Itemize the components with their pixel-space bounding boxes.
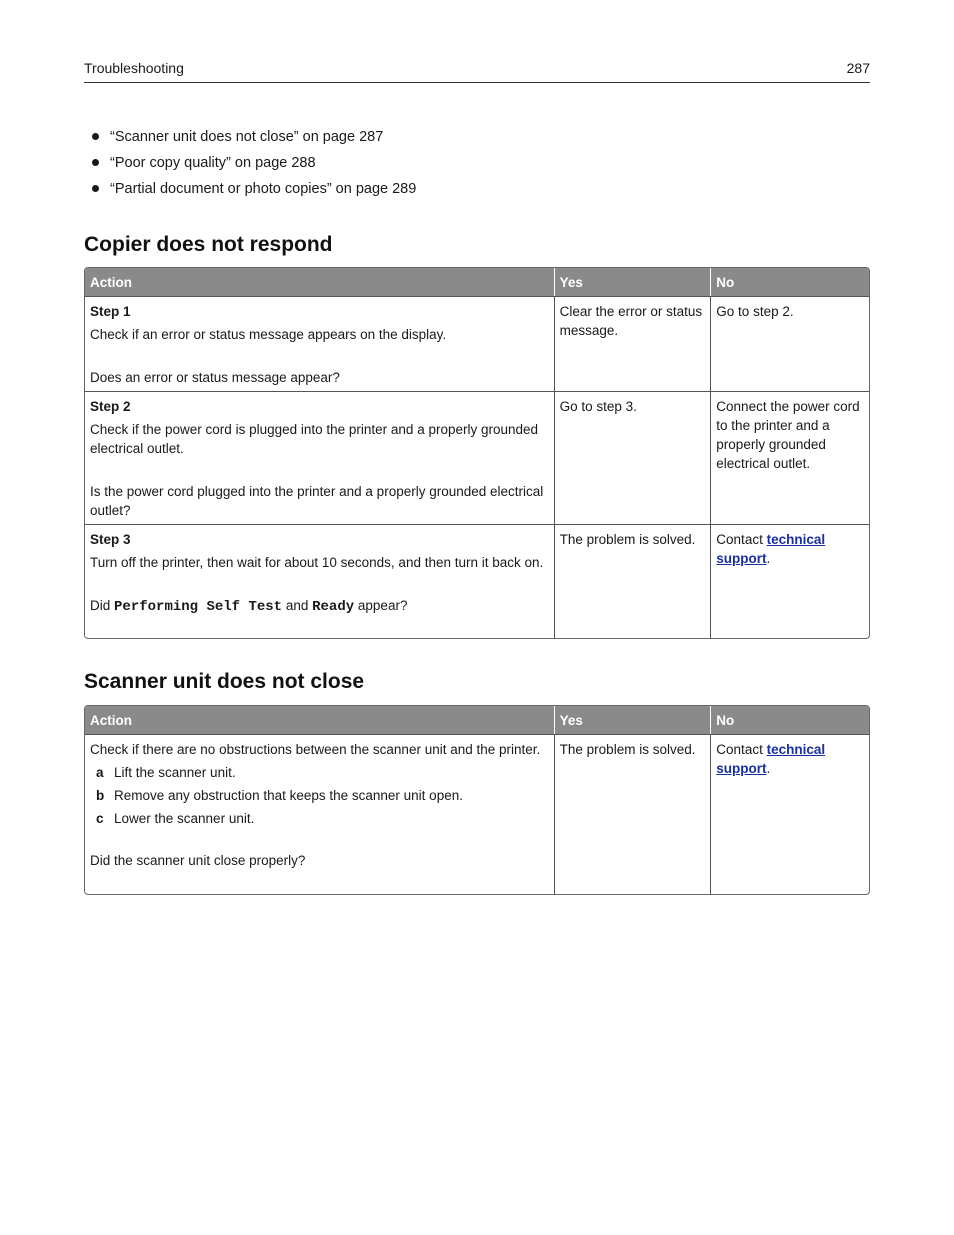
contact-text: Contact xyxy=(716,532,763,547)
step-question: Is the power cord plugged into the printer and a properly grounded electrical outlet? xyxy=(90,484,544,518)
column-header-yes: Yes xyxy=(555,268,712,296)
table-row xyxy=(85,734,869,894)
table-row xyxy=(85,391,869,524)
substep-text: Lower the scanner unit. xyxy=(114,811,255,826)
question-text: Did xyxy=(90,598,111,613)
bullet-icon xyxy=(92,159,99,166)
table-row xyxy=(85,524,869,638)
column-header-no: No xyxy=(711,706,869,734)
list-item xyxy=(92,179,416,205)
action-cell xyxy=(85,524,555,638)
yes-cell: The problem is solved. xyxy=(555,524,712,638)
topic-link[interactable]: “Partial document or photo copies” on page 289 xyxy=(110,181,417,197)
step-instruction: Turn off the printer, then wait for about 10 seconds, and then turn it back on. xyxy=(90,555,544,570)
display-message-code: Ready xyxy=(312,599,355,615)
step-instruction: Check if the power cord is plugged into the printer and a properly grounded electrical outlet. xyxy=(90,422,539,456)
substep-item xyxy=(90,763,549,782)
display-message-code: Performing Self Test xyxy=(114,599,283,615)
substep-letter: c xyxy=(96,811,104,826)
copier-troubleshooting-table xyxy=(84,267,870,639)
step-question xyxy=(90,598,407,613)
contact-text: Contact xyxy=(716,742,763,757)
step-title: Step 1 xyxy=(90,304,131,319)
yes-cell: Go to step 3. xyxy=(555,391,712,524)
substep-text: Remove any obstruction that keeps the scanner unit open. xyxy=(114,788,463,803)
page-header xyxy=(84,60,870,83)
column-header-action: Action xyxy=(85,706,555,734)
punctuation: . xyxy=(766,551,771,566)
step-instruction: Check if there are no obstructions between the scanner unit and the printer. xyxy=(90,742,541,757)
substep-item xyxy=(90,809,549,828)
punctuation: . xyxy=(766,761,771,776)
section-title: Troubleshooting xyxy=(84,60,184,76)
step-title: Step 2 xyxy=(90,399,131,414)
related-topics-list xyxy=(92,127,416,205)
topic-link[interactable]: “Scanner unit does not close” on page 287 xyxy=(110,129,384,145)
column-header-action: Action xyxy=(85,268,555,296)
list-item xyxy=(92,127,416,153)
step-question: Does an error or status message appear? xyxy=(90,370,340,385)
table-row xyxy=(85,296,869,391)
action-cell xyxy=(85,391,555,524)
question-text: and xyxy=(285,598,309,613)
list-item xyxy=(92,153,416,179)
column-header-no: No xyxy=(711,268,869,296)
column-header-yes: Yes xyxy=(555,706,712,734)
bullet-icon xyxy=(92,133,99,140)
question-text: appear? xyxy=(357,598,408,613)
action-cell xyxy=(85,734,555,894)
substep-letter: b xyxy=(96,788,105,803)
section-heading-copier: Copier does not respond xyxy=(84,233,333,256)
step-instruction: Check if an error or status message appears on the display. xyxy=(90,327,447,342)
page-number: 287 xyxy=(846,60,870,76)
substep-letter: a xyxy=(96,765,104,780)
step-question: Did the scanner unit close properly? xyxy=(90,853,306,868)
substep-list xyxy=(90,763,549,828)
table-header-row xyxy=(85,706,869,734)
scanner-troubleshooting-table xyxy=(84,705,870,895)
no-cell xyxy=(711,734,869,894)
no-cell: Connect the power cord to the printer and a properly grounded electrical outlet. xyxy=(711,391,869,524)
technical-support-link[interactable]: technical support xyxy=(716,742,826,776)
step-title: Step 3 xyxy=(90,532,131,547)
topic-link[interactable]: “Poor copy quality” on page 288 xyxy=(110,155,316,171)
yes-cell: The problem is solved. xyxy=(555,734,712,894)
substep-item xyxy=(90,786,549,805)
bullet-icon xyxy=(92,185,99,192)
substep-text: Lift the scanner unit. xyxy=(114,765,236,780)
yes-cell: Clear the error or status message. xyxy=(555,296,712,391)
no-cell: Go to step 2. xyxy=(711,296,869,391)
section-heading-scanner: Scanner unit does not close xyxy=(84,670,365,693)
technical-support-link[interactable]: technical support xyxy=(716,532,826,566)
no-cell xyxy=(711,524,869,638)
table-header-row xyxy=(85,268,869,296)
action-cell xyxy=(85,296,555,391)
